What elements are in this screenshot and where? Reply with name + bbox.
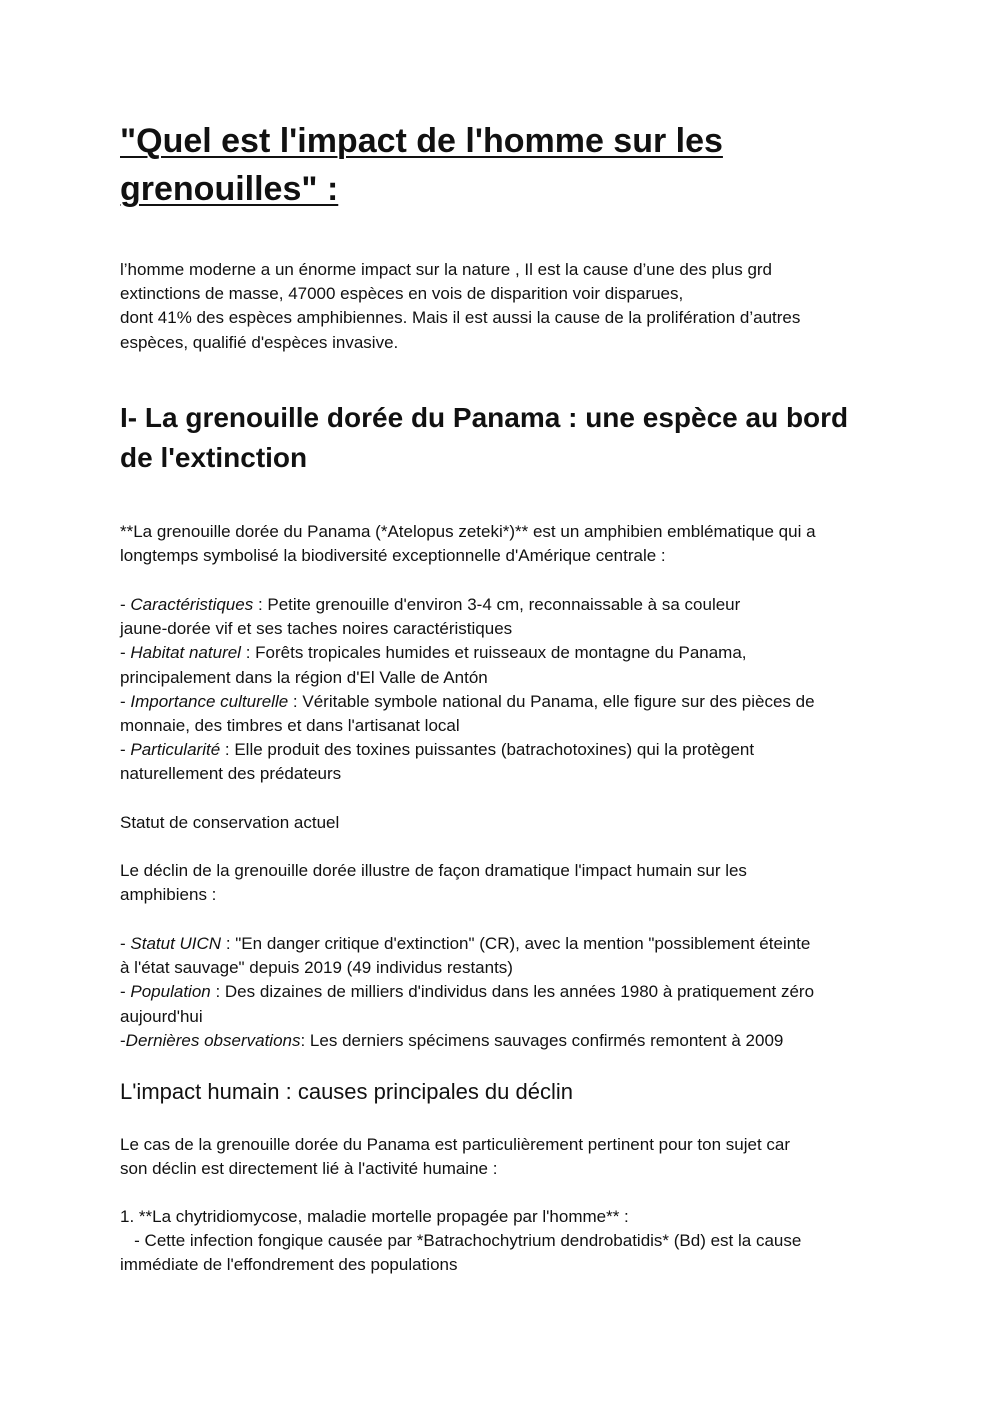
status-list [120, 932, 880, 1053]
status-continuation: aujourd'hui [120, 1006, 203, 1026]
status-item [120, 932, 880, 980]
status-text: : "En danger critique d'extinction" (CR), avec la mention "possiblement éteinte [221, 934, 811, 953]
feature-term: Importance culturelle [130, 691, 289, 711]
status-label [120, 811, 880, 835]
intro-paragraph [120, 258, 880, 355]
list-dash: - [120, 740, 131, 760]
section-1-intro [120, 520, 880, 568]
cause-1-sub-line-2: immédiate de l'effondrement des populations [120, 1255, 458, 1275]
feature-line [120, 690, 880, 714]
cause-1-sub-line-1: - Cette infection fongique causée par *Batrachochytrium dendrobatidis* (Bd) est la cause [120, 1231, 802, 1251]
status-item [120, 980, 880, 1028]
status-line [120, 932, 880, 956]
section-2-intro [120, 1133, 880, 1181]
status-term: Statut UICN [130, 934, 222, 953]
intro-line-3: dont 41% des espèces amphibiennes. Mais il est aussi la cause de la prolifération d’autres [120, 308, 801, 328]
section-2-heading: L'impact humain : causes principales du déclin [120, 1079, 573, 1104]
decline-line-2: amphibiens : [120, 885, 217, 905]
status-text: : Des dizaines de milliers d'individus dans les années 1980 à pratiquement zéro [210, 982, 815, 1002]
feature-item [120, 641, 880, 689]
status-line [120, 980, 880, 1004]
feature-text: : Forêts tropicales humides et ruisseaux de montagne du Panama, [240, 643, 747, 663]
cause-1 [120, 1205, 880, 1278]
feature-line [120, 641, 880, 665]
section-1-intro-line-2: longtemps symbolisé la biodiversité exceptionnelle d'Amérique centrale : [120, 546, 666, 566]
list-dash: - [120, 934, 131, 953]
list-dash: - [120, 691, 131, 711]
list-dash: - [120, 595, 131, 614]
status-label-text: Statut de conservation actuel [120, 813, 340, 832]
decline-paragraph [120, 859, 880, 907]
list-dash: - [120, 643, 131, 663]
feature-term: Habitat naturel [130, 643, 241, 663]
list-dash: - [120, 1030, 126, 1050]
feature-continuation: naturellement des prédateurs [120, 764, 342, 784]
section-1-heading: I- La grenouille dorée du Panama : une espèce au bord de l'extinction [120, 402, 849, 473]
feature-text: : Véritable symbole national du Panama, elle figure sur des pièces de [288, 691, 815, 711]
feature-text: : Petite grenouille d'environ 3-4 cm, reconnaissable à sa couleur [253, 595, 741, 614]
intro-line-2: extinctions de masse, 47000 espèces en vois de disparition voir disparues, [120, 284, 684, 304]
section-2-intro-line-2: son déclin est directement lié à l'activité humaine : [120, 1159, 498, 1179]
section-2-intro-line-1: Le cas de la grenouille dorée du Panama est particulièrement pertinent pour ton sujet car [120, 1135, 791, 1154]
feature-term: Caractéristiques [130, 595, 254, 614]
features-list [120, 593, 880, 787]
status-line [120, 1029, 880, 1053]
feature-item [120, 593, 880, 641]
feature-line [120, 593, 880, 617]
intro-line-1: l’homme moderne a un énorme impact sur la nature , Il est la cause d’une des plus grd [120, 260, 773, 279]
document-title: "Quel est l'impact de l'homme sur les grenouilles" : [120, 122, 723, 208]
feature-item [120, 738, 880, 786]
intro-line-4: espèces, qualifié d'espèces invasive. [120, 332, 399, 352]
feature-continuation: monnaie, des timbres et dans l'artisanat local [120, 716, 460, 736]
decline-line-1: Le déclin de la grenouille dorée illustre de façon dramatique l'impact humain sur les [120, 861, 747, 880]
feature-text: : Elle produit des toxines puissantes (batrachotoxines) qui la protègent [220, 740, 755, 760]
status-continuation: à l'état sauvage" depuis 2019 (49 individus restants) [120, 958, 513, 978]
feature-continuation: jaune-dorée vif et ses taches noires caractéristiques [120, 619, 513, 639]
cause-1-label: 1. **La chytridiomycose, maladie mortelle propagée par l'homme** : [120, 1207, 629, 1226]
status-item [120, 1029, 880, 1053]
feature-term: Particularité [130, 740, 221, 760]
section-1-intro-line-1: **La grenouille dorée du Panama (*Atelopus zeteki*)** est un amphibien emblématique qui a [120, 522, 816, 541]
feature-continuation: principalement dans la région d'El Valle de Antón [120, 667, 488, 687]
feature-item [120, 690, 880, 738]
feature-line [120, 738, 880, 762]
status-term: Dernières observations [125, 1030, 301, 1050]
status-term: Population [130, 982, 211, 1002]
list-dash: - [120, 982, 131, 1002]
status-text: : Les derniers spécimens sauvages confirmés remontent à 2009 [300, 1030, 784, 1050]
